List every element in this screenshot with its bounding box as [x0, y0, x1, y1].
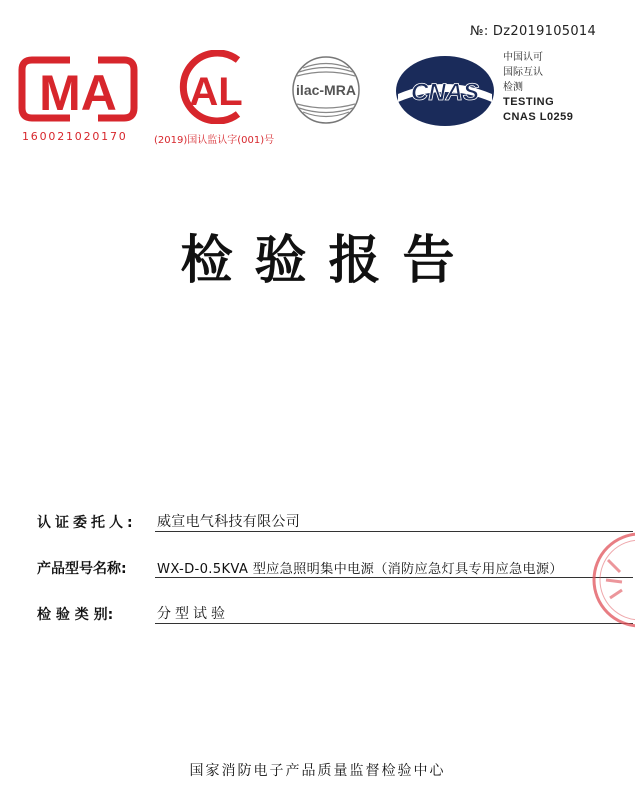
client-value: 威宣电气科技有限公司	[155, 511, 633, 532]
model-value: WX-D-0.5KVA 型应急照明集中电源（消防应急灯具专用应急电源）	[155, 558, 633, 578]
client-label: 认证委托人:	[37, 515, 137, 531]
ilac-logo-text: ilac-MRA	[296, 82, 356, 98]
cnas-info-line: 中国认可	[503, 52, 543, 63]
inspection-type-value: 分型试验	[155, 603, 633, 624]
ilac-mra-logo	[283, 54, 369, 126]
cal-logo	[168, 50, 258, 124]
cnas-info	[503, 50, 573, 125]
inspection-type-label: 检 验 类 别:	[37, 607, 114, 623]
cma-logo-text: MA	[39, 65, 117, 121]
report-title: 检验报告	[180, 231, 477, 291]
cnas-logo-text: CNAS	[410, 79, 480, 106]
client-field	[37, 508, 633, 532]
report-number: №: Dz2019105014	[470, 24, 597, 39]
cnas-info-line: 检测	[503, 82, 523, 93]
cma-logo	[18, 54, 138, 124]
cnas-info-line: 国际互认	[503, 67, 543, 78]
inspection-type-field	[37, 600, 633, 624]
cma-number: 160021020170	[22, 130, 128, 143]
model-label: 产品型号名称:	[37, 561, 127, 577]
cnas-info-code: CNAS L0259	[503, 111, 574, 123]
model-field	[37, 554, 633, 578]
cal-logo-text: AL	[189, 70, 243, 114]
official-seal	[590, 520, 635, 640]
cnas-info-testing: TESTING	[503, 96, 555, 108]
cnas-logo	[394, 54, 496, 128]
cal-text: (2019)国认监认字(001)号	[154, 135, 275, 146]
issuing-organization: 国家消防电子产品质量监督检验中心	[189, 763, 446, 779]
